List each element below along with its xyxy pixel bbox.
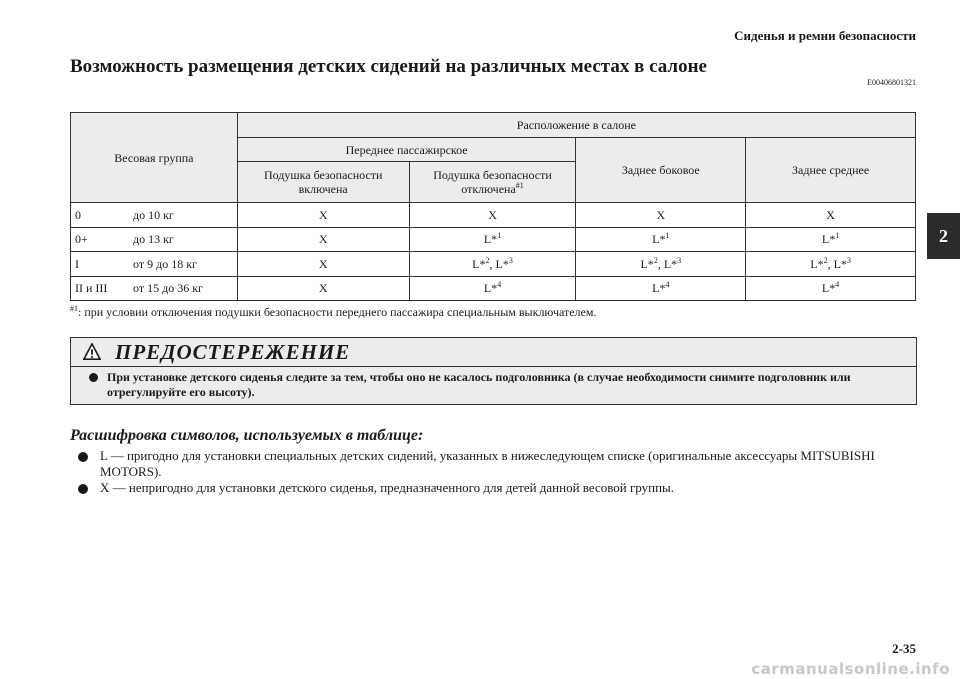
running-header: Сиденья и ремни безопасности [734, 28, 916, 43]
table-cell: L*$^2$, L*$^3$ [409, 252, 576, 277]
table-cell: L*$^1$ [746, 227, 916, 252]
page-number: 2-35 [892, 641, 916, 656]
table-cell: L*$^2$, L*$^3$ [576, 252, 746, 277]
header-location: Расположение в салоне [237, 113, 915, 138]
table-cell: L*$^4$ [746, 276, 916, 301]
warning-header [71, 338, 916, 367]
watermark: carmanualsonline.info [751, 660, 950, 678]
table-row [71, 227, 916, 252]
page-title: Возможность размещения детских сидений на различных местах в салоне [70, 56, 707, 77]
header-front-passenger: Переднее пассажирское [237, 138, 576, 162]
table-cell: X [237, 252, 409, 277]
bullet-icon [78, 452, 88, 462]
table-cell: X [409, 203, 576, 228]
legend-title: Расшифровка символов, используемых в таблице: [70, 427, 424, 444]
table-cell: X [237, 203, 409, 228]
child-seat-table [70, 112, 916, 301]
weight-group-cell: II и III от 15 до 36 кг [71, 276, 238, 301]
header-airbag-off: Подушка безопасности отключена$^{\#1}$ [409, 162, 576, 203]
bullet-icon [78, 484, 88, 494]
table-cell: L*$^1$ [576, 227, 746, 252]
table-cell: L*$^2$, L*$^3$ [746, 252, 916, 277]
weight-group-cell: I от 9 до 18 кг [71, 252, 238, 277]
table-cell: L*$^4$ [576, 276, 746, 301]
table-cell: X [237, 227, 409, 252]
header-airbag-on: Подушка безопасности включена [237, 162, 409, 203]
table-row [71, 203, 916, 228]
warning-box [70, 337, 917, 405]
chapter-tab[interactable]: 2 [927, 213, 960, 259]
table-cell: X [237, 276, 409, 301]
legend-item: X — непригодно для установки детского сиденья, предназначенного для детей данной весовой группы. [100, 480, 675, 495]
weight-group-cell: 0+ до 13 кг [71, 227, 238, 252]
warning-title: ПРЕДОСТЕРЕЖЕНИЕ [115, 339, 351, 364]
header-rear-side: Заднее боковое [576, 138, 746, 203]
document-code: E00406801321 [867, 78, 916, 87]
table-footnote: $^{\#1}$: при условии отключения подушки безопасности переднего пассажира специальным выключателем. [70, 304, 597, 319]
table-row [71, 252, 916, 277]
warning-text: При установке детского сиденья следите за тем, чтобы оно не касалось подголовника (в случае необходимости снимите подголовник или отрегулируйте его высоту). [107, 370, 851, 399]
table-row [71, 276, 916, 301]
table-cell: X [576, 203, 746, 228]
header-rear-center: Заднее среднее [746, 138, 916, 203]
table-cell: L*$^1$ [409, 227, 576, 252]
warning-text-block [71, 367, 916, 400]
table-cell: L*$^4$ [409, 276, 576, 301]
legend-item: L — пригодно для установки специальных детских сидений, указанных в нижеследующем списке (оригинальные аксессуары MITSUBISHI MOTORS). [100, 448, 875, 479]
warning-triangle-icon [83, 343, 101, 361]
bullet-icon [89, 373, 98, 382]
header-weight-group: Весовая группа [71, 113, 238, 203]
weight-group-cell: 0 до 10 кг [71, 203, 238, 228]
table-cell: X [746, 203, 916, 228]
